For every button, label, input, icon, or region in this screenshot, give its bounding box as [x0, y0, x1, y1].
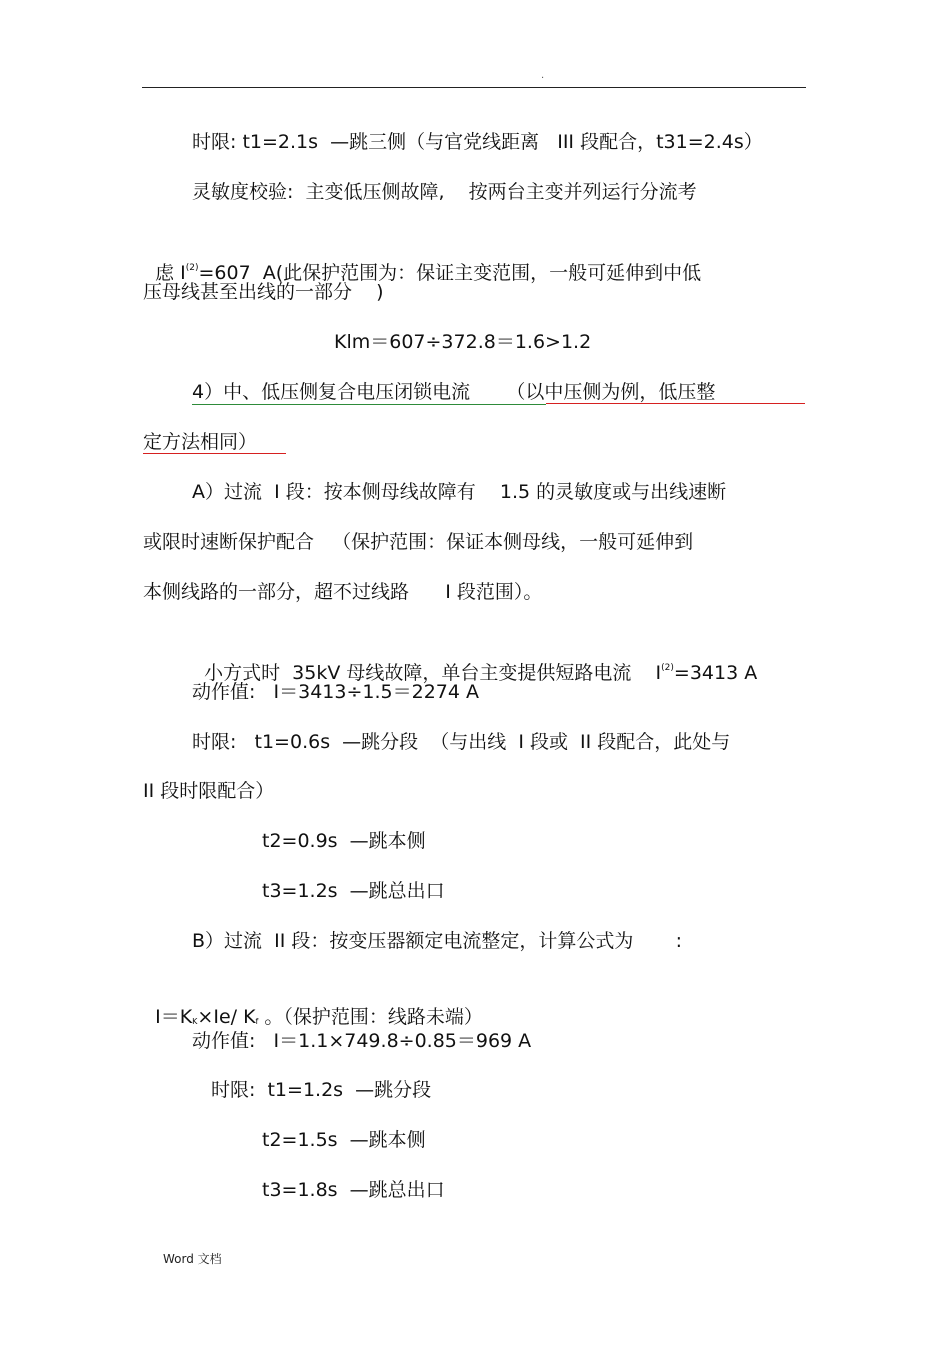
red-underline-2	[143, 453, 286, 454]
line-18-subscript-k: K	[192, 1017, 198, 1026]
line-15: t2=0.9s —跳本侧	[262, 830, 426, 852]
line-6-heading: 4）中、低压侧复合电压闭锁电流 （以中压侧为例，低压整	[192, 381, 716, 403]
line-14: II 段时限配合）	[143, 780, 275, 802]
header-dot: .	[541, 70, 545, 81]
line-18-subscript-f: f	[255, 1017, 259, 1026]
line-22: t3=1.8s —跳总出口	[262, 1179, 445, 1201]
red-underline-1	[546, 403, 805, 404]
line-19: 动作值: I＝1.1×749.8÷0.85＝969 A	[192, 1030, 532, 1052]
line-21: t2=1.5s —跳本侧	[262, 1129, 426, 1151]
line-18-text-b: ×Ie/ K	[197, 1006, 256, 1028]
line-13: 时限: t1=0.6s —跳分段 （与出线 I 段或 II 段配合，此处与	[192, 731, 731, 753]
line-3-text-b: =607 A(此保护范围为：保证主变范围，一般可延伸到中低	[198, 262, 702, 284]
green-underline	[192, 404, 546, 405]
line-4: 压母线甚至出线的一部分 )	[143, 281, 384, 303]
line-3-text-a: 虑 I	[155, 262, 186, 284]
line-3	[143, 229, 701, 286]
line-11-text-b: =3413 A	[673, 662, 758, 684]
line-2: 灵敏度校验: 主变低压侧故障, 按两台主变并列运行分流考	[192, 181, 697, 203]
line-18-text-c: 。（保护范围：线路未端）	[258, 1006, 483, 1028]
line-17: B）过流 II 段：按变压器额定电流整定，计算公式为 :	[192, 930, 683, 952]
line-10: 本侧线路的一部分，超不过线路 I 段范围）。	[143, 581, 543, 603]
line-9: 或限时速断保护配合 （保护范围：保证本侧母线，一般可延伸到	[143, 531, 694, 553]
line-16: t3=1.2s —跳总出口	[262, 880, 445, 902]
line-7: 定方法相同）	[143, 431, 258, 453]
header-rule	[142, 87, 806, 88]
line-12: 动作值: I＝3413÷1.5＝2274 A	[192, 681, 480, 703]
line-11-text-a: 小方式时 35kV 母线故障，单台主变提供短路电流 I	[204, 662, 662, 684]
line-11	[192, 629, 757, 686]
line-18-formula	[143, 978, 483, 1035]
footer-label: Word 文档	[163, 1252, 222, 1266]
line-11-superscript: (2)	[661, 663, 674, 673]
line-1: 时限: t1=2.1s —跳三侧（与官党线距离 III 段配合，t31=2.4s）	[192, 131, 763, 153]
line-18-text-a: I＝K	[155, 1006, 193, 1028]
line-3-superscript: (2)	[185, 263, 199, 273]
line-20: 时限: t1=1.2s —跳分段	[211, 1079, 432, 1101]
line-5-formula: Klm＝607÷372.8＝1.6>1.2	[334, 331, 592, 353]
line-8: A）过流 I 段：按本侧母线故障有 1.5 的灵敏度或与出线速断	[192, 481, 727, 503]
